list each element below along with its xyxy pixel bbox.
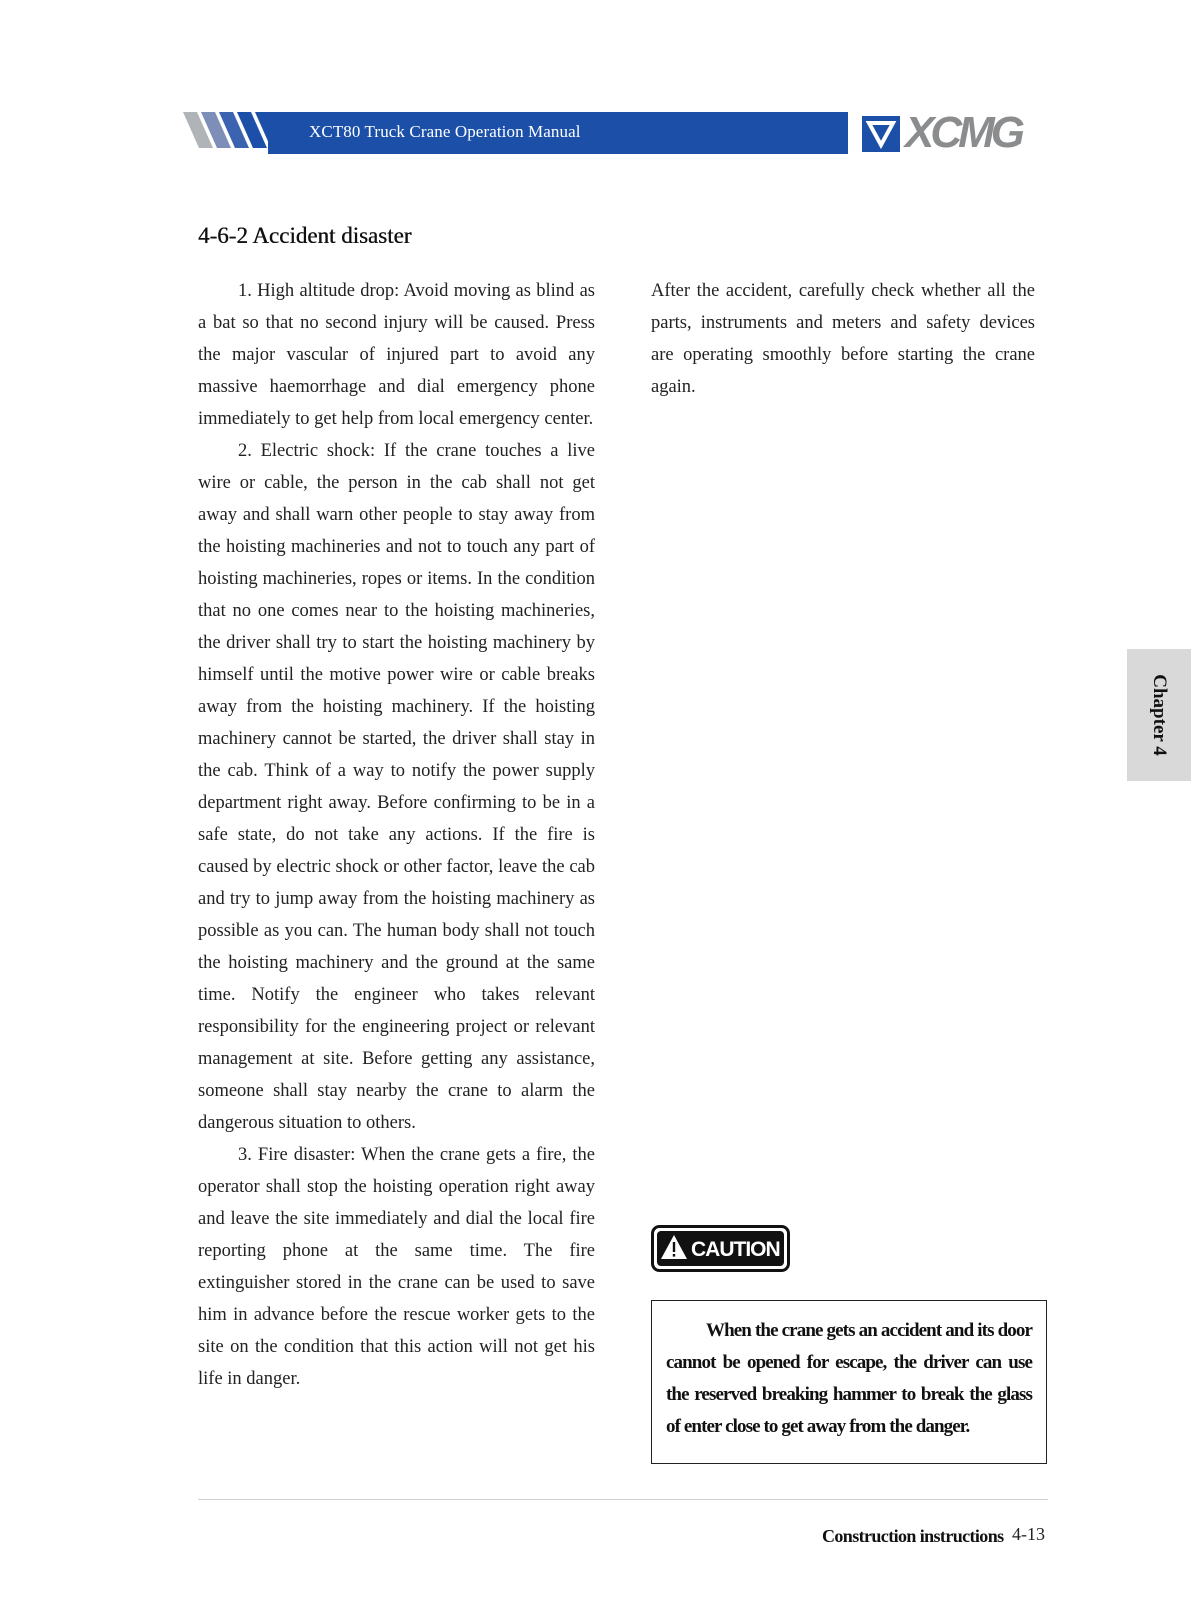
right-column (651, 275, 1035, 403)
footer-divider (198, 1499, 1048, 1500)
chapter-side-tab (1127, 649, 1191, 781)
paragraph-high-altitude-drop: 1. High altitude drop: Avoid moving as blind as a bat so that no second injury will be caused. Press the major vascular of injured part to avoid any massive haemorrhage and dial emergency phone immediately to get help from local emergency center. (198, 281, 595, 429)
caution-text: When the crane gets an accident and its door cannot be opened for escape, the driver can use the reserved breaking hammer to break the glass of enter close to get away from the danger. (666, 1320, 1032, 1437)
paragraph-fire-disaster: 3. Fire disaster: When the crane gets a fire, the operator shall stop the hoisting operation right away and leave the site immediately and dial the local fire reporting phone at the same time. The fire extinguisher stored in the crane can be used to save him in advance before the rescue worker gets to the site on the condition that this action will not get his life in danger. (198, 1145, 595, 1389)
caution-badge (651, 1225, 790, 1272)
chapter-label: Chapter 4 (1149, 674, 1170, 756)
section-heading: 4-6-2 Accident disaster (198, 223, 412, 248)
logo-wordmark: XCMG (905, 108, 1021, 157)
paragraph-after-accident: After the accident, carefully check whether all the parts, instruments and meters and safety devices are operating smoothly before starting the crane again. (651, 281, 1035, 397)
left-column (198, 275, 595, 1395)
caution-label: CAUTION (691, 1238, 780, 1261)
manual-title: XCT80 Truck Crane Operation Manual (309, 122, 581, 141)
caution-box (651, 1300, 1047, 1464)
paragraph-electric-shock: 2. Electric shock: If the crane touches a live wire or cable, the person in the cab shall not get away and shall warn other people to stay away from the hoisting machineries and not to touch any part of hoisting machineries, ropes or items. In the condition that no one comes near to the hoisting machineries, the driver shall try to start the hoisting machinery by himself until the motive power wire or cable breaks away from the hoisting machinery. If the hoisting machinery cannot be started, the driver shall stay in the cab. Think of a way to notify the power supply department right away. Before confirming to be in a safe state, do not take any actions. If the fire is caused by electric shock or other factor, leave the cab and try to jump away from the hoisting machinery as possible as you can. The human body shall not touch the hoisting machinery and the ground at the same time. Notify the engineer who takes relevant responsibility for the engineering project or relevant management at site. Before getting any assistance, someone shall stay nearby the crane to alarm the dangerous situation to others. (198, 441, 595, 1133)
page-number: 4-13 (1012, 1524, 1045, 1544)
footer-section-name: Construction instructions (822, 1526, 1004, 1546)
